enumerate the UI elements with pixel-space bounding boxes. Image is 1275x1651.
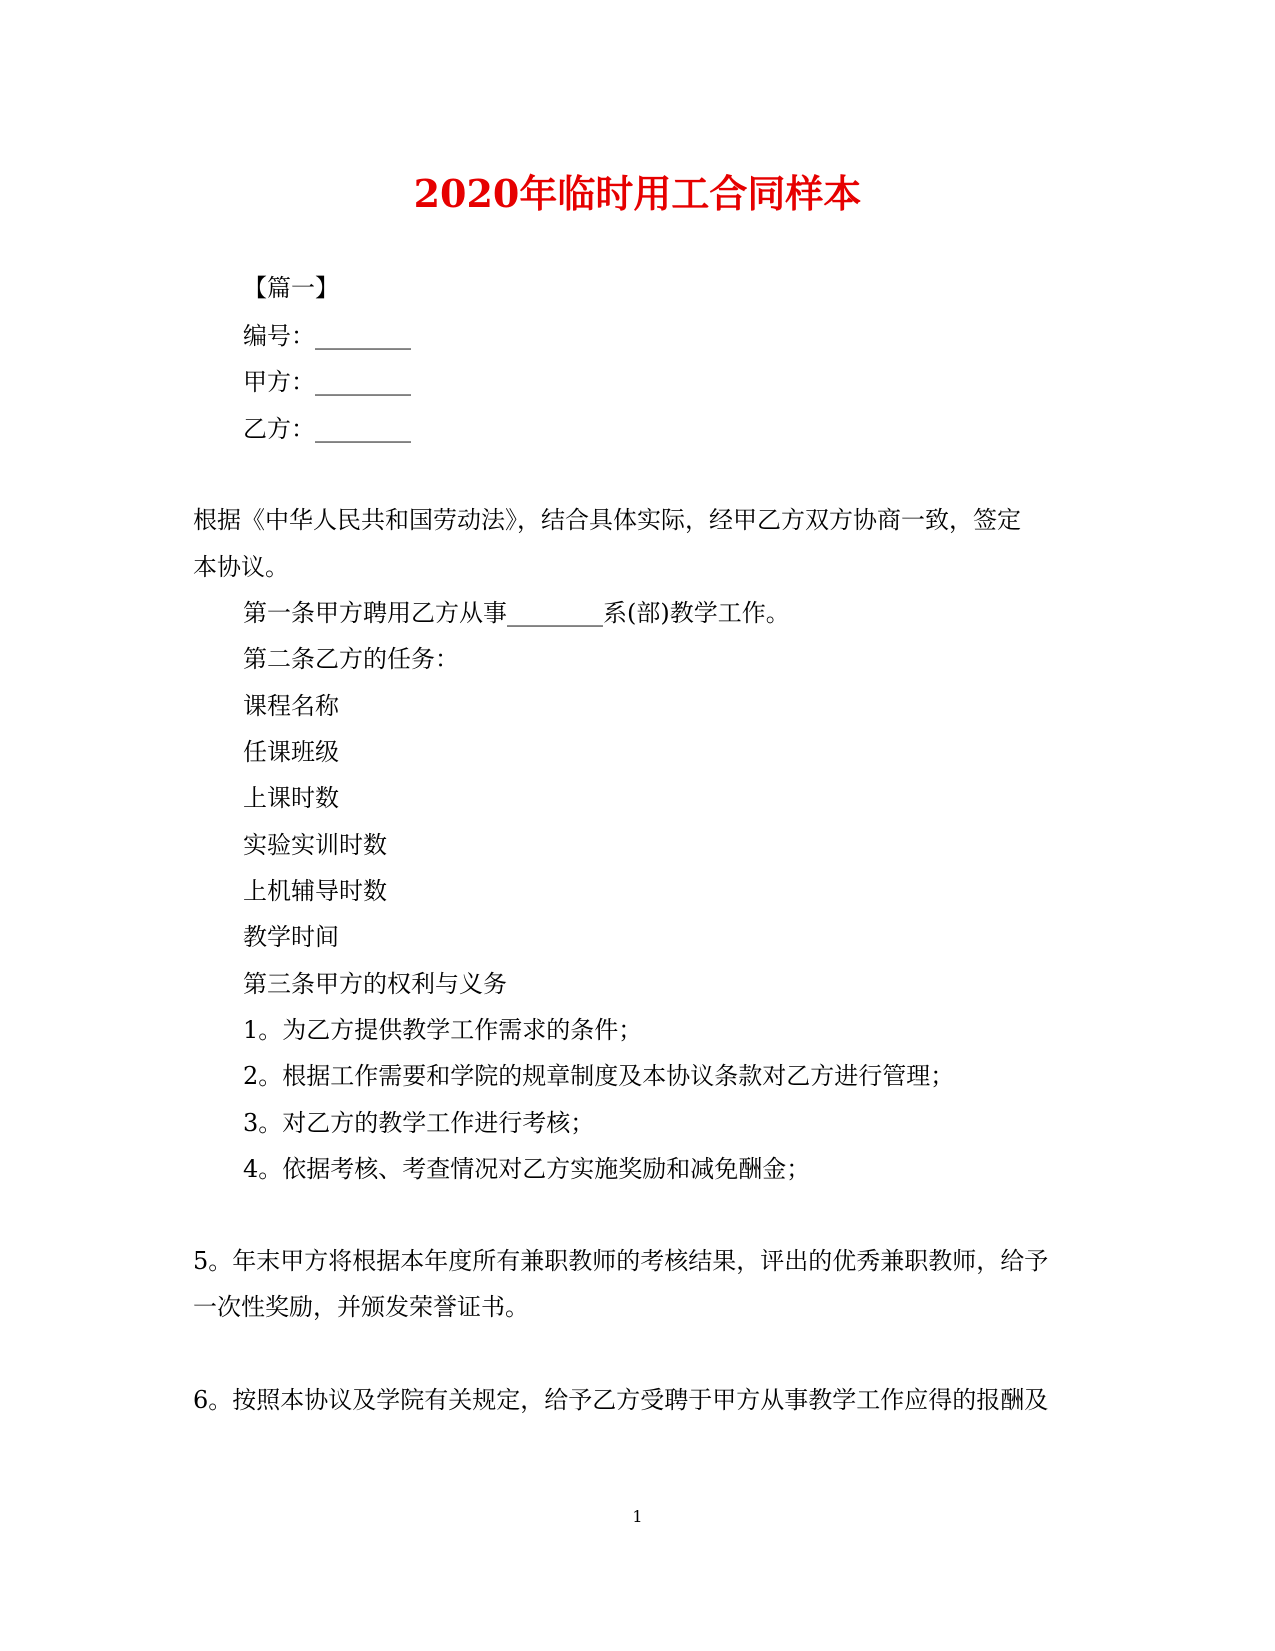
intro-line-1: 根据《中华人民共和国劳动法》，结合具体实际，经甲乙方双方协商一致，签定 bbox=[193, 506, 1021, 534]
section-label: 【篇一】 bbox=[243, 274, 339, 302]
task-teaching-time: 教学时间 bbox=[243, 923, 339, 951]
intro-line-2: 本协议。 bbox=[193, 553, 289, 581]
article-2: 第二条乙方的任务： bbox=[243, 645, 459, 673]
list-item-4: 4。依据考核、考查情况对乙方实施奖励和减免酬金； bbox=[243, 1155, 811, 1183]
para5-line-1: 5。年末甲方将根据本年度所有兼职教师的考核结果，评出的优秀兼职教师，给予 bbox=[193, 1247, 1049, 1275]
field-party-b: 乙方：________ bbox=[243, 415, 411, 443]
task-computer-hours: 上机辅导时数 bbox=[243, 877, 387, 905]
task-hours: 上课时数 bbox=[243, 784, 339, 812]
field-party-a: 甲方：________ bbox=[243, 368, 411, 396]
page-number: 1 bbox=[632, 1507, 643, 1526]
para5-line-2: 一次性奖励，并颁发荣誉证书。 bbox=[193, 1293, 529, 1321]
task-lab-hours: 实验实训时数 bbox=[243, 831, 387, 859]
article-1: 第一条甲方聘用乙方从事________系(部)教学工作。 bbox=[243, 599, 790, 627]
list-item-1: 1。为乙方提供教学工作需求的条件； bbox=[243, 1016, 643, 1044]
page-title: 2020年临时用工合同样本 bbox=[413, 171, 862, 216]
task-class: 任课班级 bbox=[243, 738, 339, 766]
task-course-name: 课程名称 bbox=[243, 692, 339, 720]
article-3: 第三条甲方的权利与义务 bbox=[243, 970, 507, 998]
para6-line-1: 6。按照本协议及学院有关规定，给予乙方受聘于甲方从事教学工作应得的报酬及 bbox=[193, 1386, 1049, 1414]
field-number: 编号：________ bbox=[243, 322, 411, 350]
list-item-2: 2。根据工作需要和学院的规章制度及本协议条款对乙方进行管理； bbox=[243, 1062, 955, 1090]
list-item-3: 3。对乙方的教学工作进行考核； bbox=[243, 1109, 595, 1137]
